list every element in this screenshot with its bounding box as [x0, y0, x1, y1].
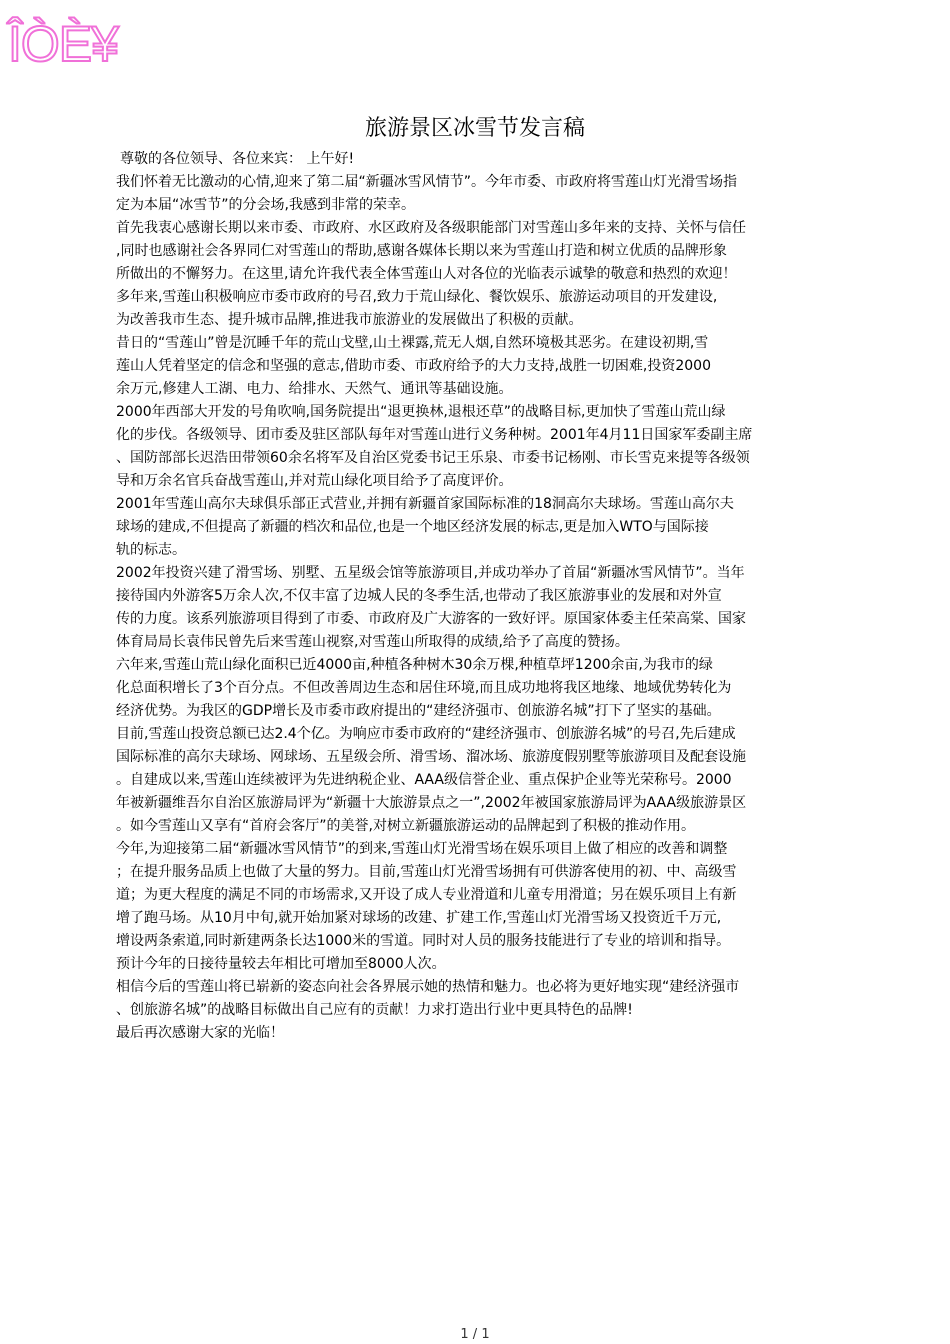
body-line: 我们怀着无比激动的心情,迎来了第二届“新疆冰雪风情节”。今年市委、市政府将雪莲山灯光滑雪场指 [116, 174, 737, 190]
body-line: 六年来,雪莲山荒山绿化面积已近4000亩,种植各种树木30余万棵,种植草坪1200余亩,为我市的绿 [116, 657, 713, 673]
body-line: 莲山人凭着坚定的信念和坚强的意志,借助市委、市政府给予的大力支持,战胜一切困难,投资2000 [116, 358, 711, 374]
body-line: 体育局局长袁伟民曾先后来雪莲山视察,对雪莲山所取得的成绩,给予了高度的赞扬。 [116, 634, 629, 650]
body-line: 余万元,修建人工湖、电力、给排水、天然气、通讯等基础设施。 [116, 381, 513, 397]
body-line: 首先我衷心感谢长期以来市委、市政府、水区政府及各级职能部门对雪莲山多年来的支持、关怀与信任 [116, 220, 746, 236]
body-line: ；在提升服务品质上也做了大量的努力。目前,雪莲山灯光滑雪场拥有可供游客使用的初、中、高级雪 [116, 864, 737, 880]
body-line: 2002年投资兴建了滑雪场、别墅、五星级会馆等旅游项目,并成功举办了首届“新疆冰雪风情节”。当年 [116, 565, 745, 581]
body-line: 目前,雪莲山投资总额已达2.4个亿。为响应市委市政府的“建经济强市、创旅游名城”的号召,先后建成 [116, 726, 736, 742]
body-line: 国际标准的高尔夫球场、网球场、五星级会所、滑雪场、溜冰场、旅游度假别墅等旅游项目及配套设施 [116, 749, 746, 765]
body-line: 相信今后的雪莲山将已崭新的姿态向社会各界展示她的热情和魅力。也必将为更好地实现“建经济强市 [116, 979, 740, 995]
body-line: ,同时也感谢社会各界同仁对雪莲山的帮助,感谢各媒体长期以来为雪莲山打造和树立优质的品牌形象 [116, 243, 727, 259]
body-line: 球场的建成,不但提高了新疆的档次和品位,也是一个地区经济发展的标志,更是加入WTO与国际接 [116, 519, 709, 535]
body-line: 化总面积增长了3个百分点。不但改善周边生态和居住环境,而且成功地将我区地缘、地域优势转化为 [116, 680, 732, 696]
body-line: 经济优势。为我区的GDP增长及市委市政府提出的“建经济强市、创旅游名城”打下了坚实的基础。 [116, 703, 721, 719]
body-line: 为改善我市生态、提升城市品牌,推进我市旅游业的发展做出了积极的贡献。 [116, 312, 583, 328]
body-line: 年被新疆维吾尔自治区旅游局评为“新疆十大旅游景点之一”,2002年被国家旅游局评为AAA级旅游景区 [116, 795, 747, 811]
body-line: 2000年西部大开发的号角吹响,国务院提出“退更换林,退根还草”的战略目标,更加快了雪莲山荒山绿 [116, 404, 726, 420]
body-line: 。如今雪莲山又享有“首府会客厅”的美誉,对树立新疆旅游运动的品牌起到了积极的推动作用。 [116, 818, 695, 834]
body-line: 昔日的“雪莲山”曾是沉睡千年的荒山戈壁,山土裸露,荒无人烟,自然环境极其恶劣。在建设初期,雪 [116, 335, 709, 351]
watermark-logo: ÎÒÈ¥ [8, 16, 118, 72]
body-line: 增了跑马场。从10月中旬,就开始加紧对球场的改建、扩建工作,雪莲山灯光滑雪场又投资近千万元, [116, 910, 722, 926]
page-indicator: 1 / 1 [460, 1327, 490, 1342]
body-line: 尊敬的各位领导、各位来宾： 上午好! [120, 151, 355, 167]
body-line: 道；为更大程度的满足不同的市场需求,又开设了成人专业滑道和儿童专用滑道；另在娱乐项目上有新 [116, 887, 737, 903]
body-line: 2001年雪莲山高尔夫球俱乐部正式营业,并拥有新疆首家国际标准的18洞高尔夫球场。雪莲山高尔夫 [116, 496, 734, 512]
body-line: 多年来,雪莲山积极响应市委市政府的号召,致力于荒山绿化、餐饮娱乐、旅游运动项目的开发建设, [116, 289, 718, 305]
document-title: 旅游景区冰雪节发言稿 [364, 116, 585, 141]
body-line: 导和万余名官兵奋战雪莲山,并对荒山绿化项目给予了高度评价。 [116, 473, 513, 489]
body-line: 传的力度。该系列旅游项目得到了市委、市政府及广大游客的一致好评。原国家体委主任荣高棠、国家 [116, 611, 746, 627]
body-line: 轨的标志。 [116, 542, 186, 558]
body-line: 、创旅游名城”的战略目标做出自己应有的贡献！力求打造出行业中更具特色的品牌! [116, 1002, 633, 1018]
body-line: 所做出的不懈努力。在这里,请允许我代表全体雪莲山人对各位的光临表示诚挚的敬意和热烈的欢迎！ [116, 266, 737, 282]
body-line: 定为本届“冰雪节”的分会场,我感到非常的荣幸。 [116, 197, 415, 213]
body-line: 。自建成以来,雪莲山连续被评为先进纳税企业、AAA级信誉企业、重点保护企业等光荣称号。2000 [116, 772, 732, 788]
body-line: 化的步伐。各级领导、团市委及驻区部队每年对雪莲山进行义务种树。2001年4月11日国家军委副主席 [116, 427, 753, 443]
body-line: 接待国内外游客5万余人次,不仅丰富了边城人民的冬季生活,也带动了我区旅游事业的发展和对外宣 [116, 588, 722, 604]
document-body [116, 148, 840, 1045]
body-line: 、国防部部长迟浩田带领60余名将军及自治区党委书记王乐泉、市委书记杨刚、市长雪克来提等各级领 [116, 450, 750, 466]
body-line: 最后再次感谢大家的光临！ [116, 1025, 284, 1041]
body-line: 增设两条索道,同时新建两条长达1000米的雪道。同时对人员的服务技能进行了专业的培训和指导。 [116, 933, 731, 949]
body-line: 预计今年的日接待量较去年相比可增加至8000人次。 [116, 956, 446, 972]
body-line: 今年,为迎接第二届“新疆冰雪风情节”的到来,雪莲山灯光滑雪场在娱乐项目上做了相应的改善和调整 [116, 841, 728, 857]
